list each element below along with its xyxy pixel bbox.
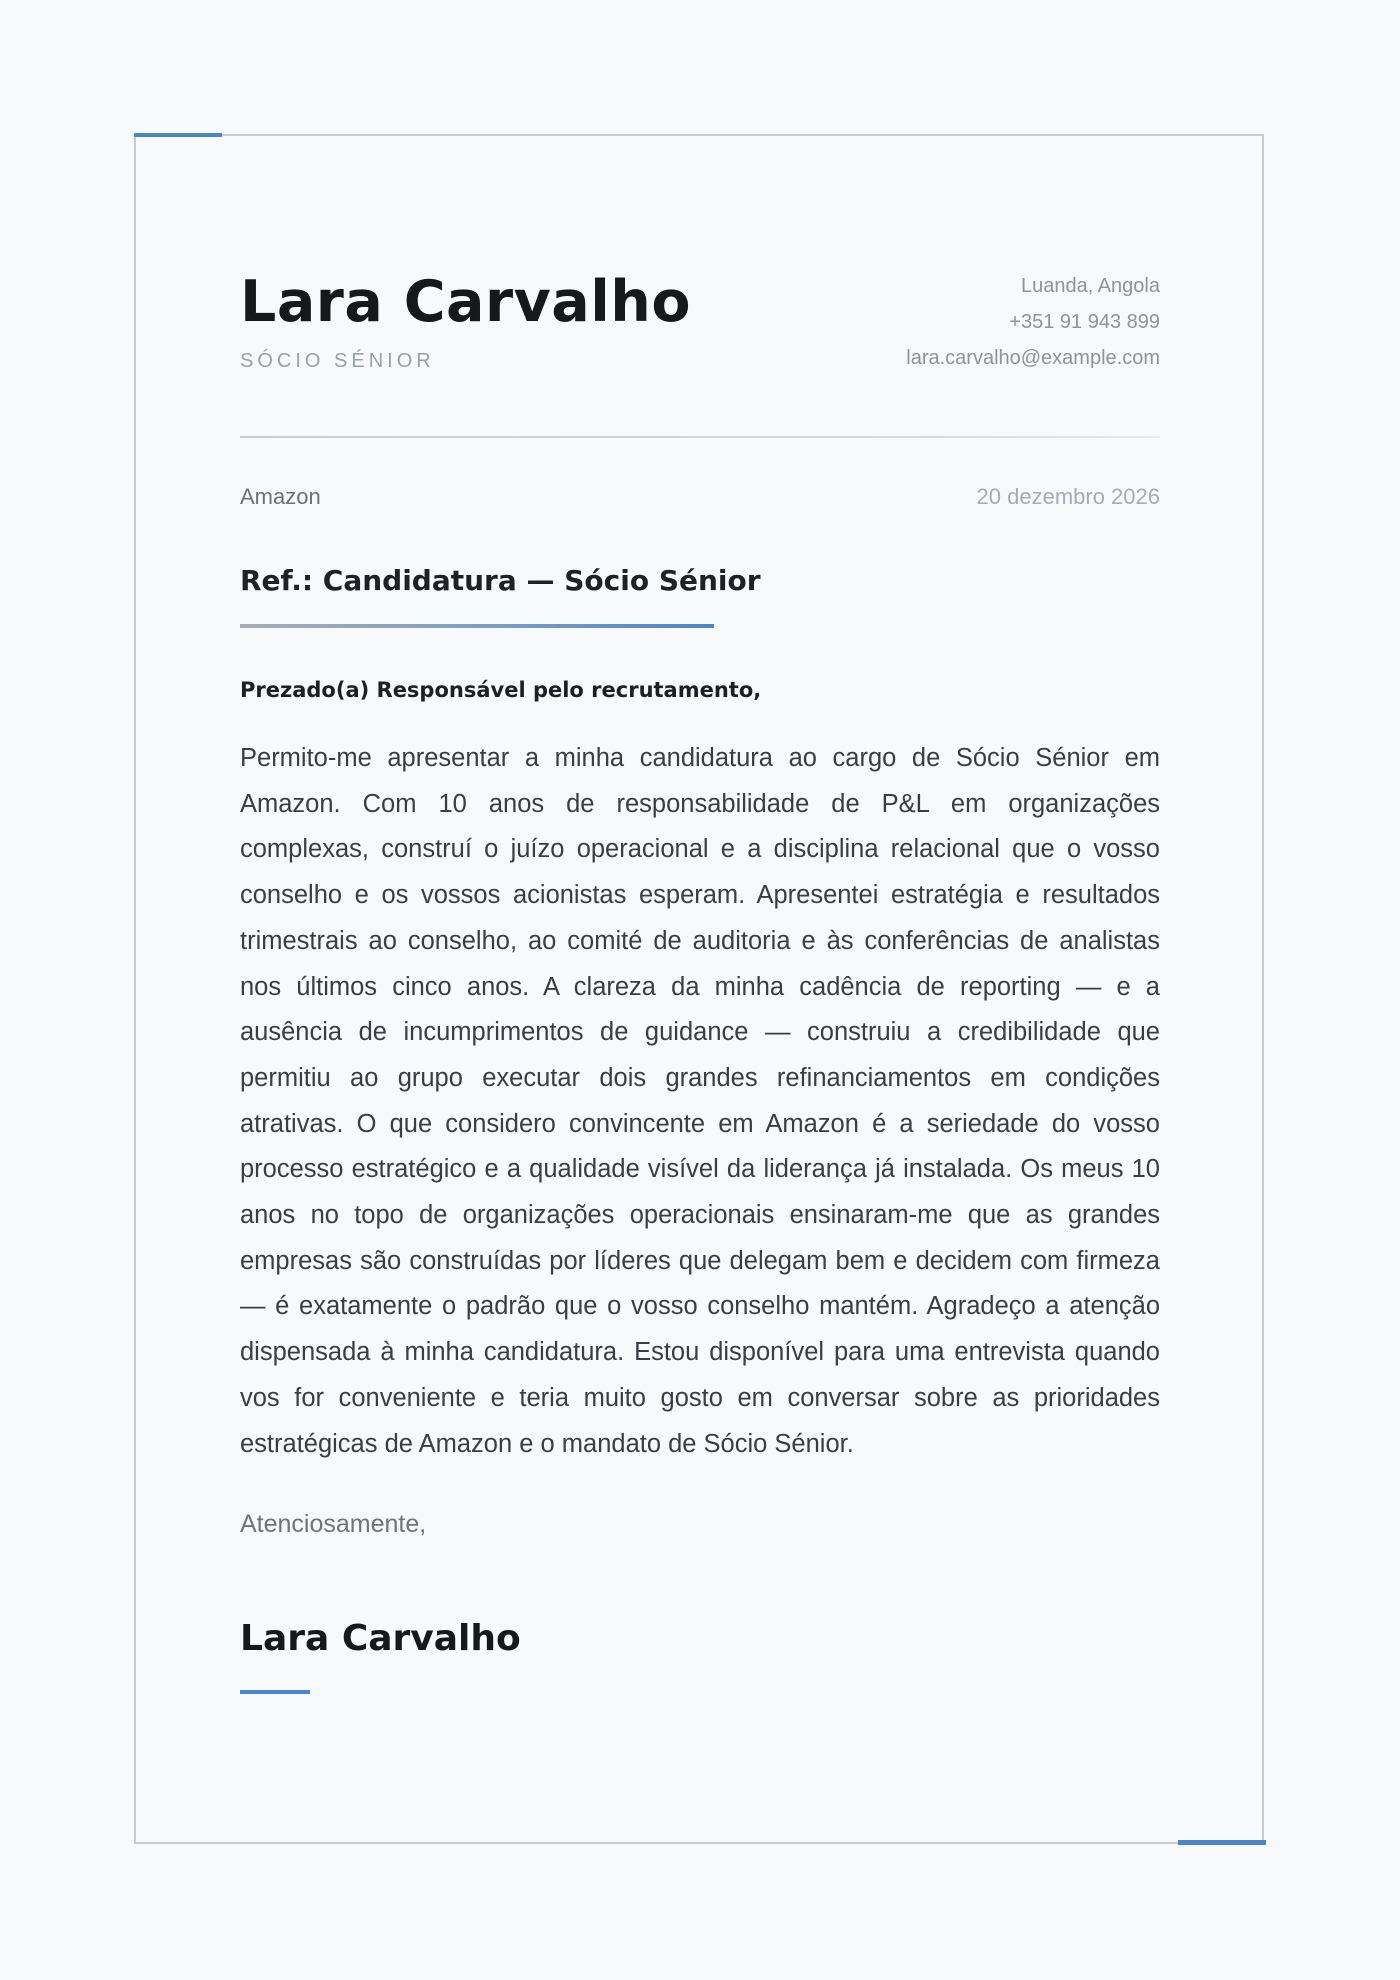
signature-name: Lara Carvalho: [240, 1618, 521, 1659]
signature-underline: [240, 1690, 310, 1694]
contact-phone[interactable]: +351 91 943 899: [1009, 311, 1160, 333]
contact-email[interactable]: lara.carvalho@example.com: [906, 347, 1160, 369]
sender-name: Lara Carvalho: [240, 269, 692, 335]
letter-date: 20 dezembro 2026: [976, 484, 1160, 509]
bottom-right-accent-bar: [1178, 1840, 1266, 1845]
recipient: Amazon: [240, 484, 321, 509]
closing: Atenciosamente,: [240, 1510, 427, 1538]
sender-title: SÓCIO SÉNIOR: [240, 350, 435, 372]
header-divider: [240, 436, 1160, 438]
greeting: Prezado(a) Responsável pelo recrutamento,: [240, 678, 762, 702]
top-left-accent-bar: [134, 133, 222, 137]
subject-underline: [240, 624, 714, 628]
contact-location: Luanda, Angola: [1020, 275, 1160, 297]
contact-block: [906, 268, 1160, 376]
letter-body: Permito-me apresentar a minha candidatura ao cargo de Sócio Sénior em Amazon. Com 10 anos de responsabilidade de P&L em organizações complexas, construí o juízo operacional e a disciplina relacional que o vosso conselho e os vossos acionistas esperam. Apresentei estratégia e resultados trimestrais ao conselho, ao comité de auditoria e às conferências de analistas nos últimos cinco anos. A clareza da minha cadência de reporting — e a ausência de incumprimentos de guidance — construiu a credibilidade que permitiu ao grupo executar dois grandes refinanciamentos em condições atrativas. O que considero convincente em Amazon é a seriedade do vosso processo estratégico e a qualidade visível da liderança já instalada. Os meus 10 anos no topo de organizações operacionais ensinaram-me que as grandes empresas são construídas por líderes que delegam bem e decidem com firmeza — é exatamente o padrão que o vosso conselho mantém. Agradeço a atenção dispensada à minha candidatura. Estou disponível para uma entrevista quando vos for conveniente e teria muito gosto em conversar sobre as prioridades estratégicas de Amazon e o mandato de Sócio Sénior.: [240, 744, 1160, 1458]
subject-line: Ref.: Candidatura — Sócio Sénior: [240, 564, 761, 597]
